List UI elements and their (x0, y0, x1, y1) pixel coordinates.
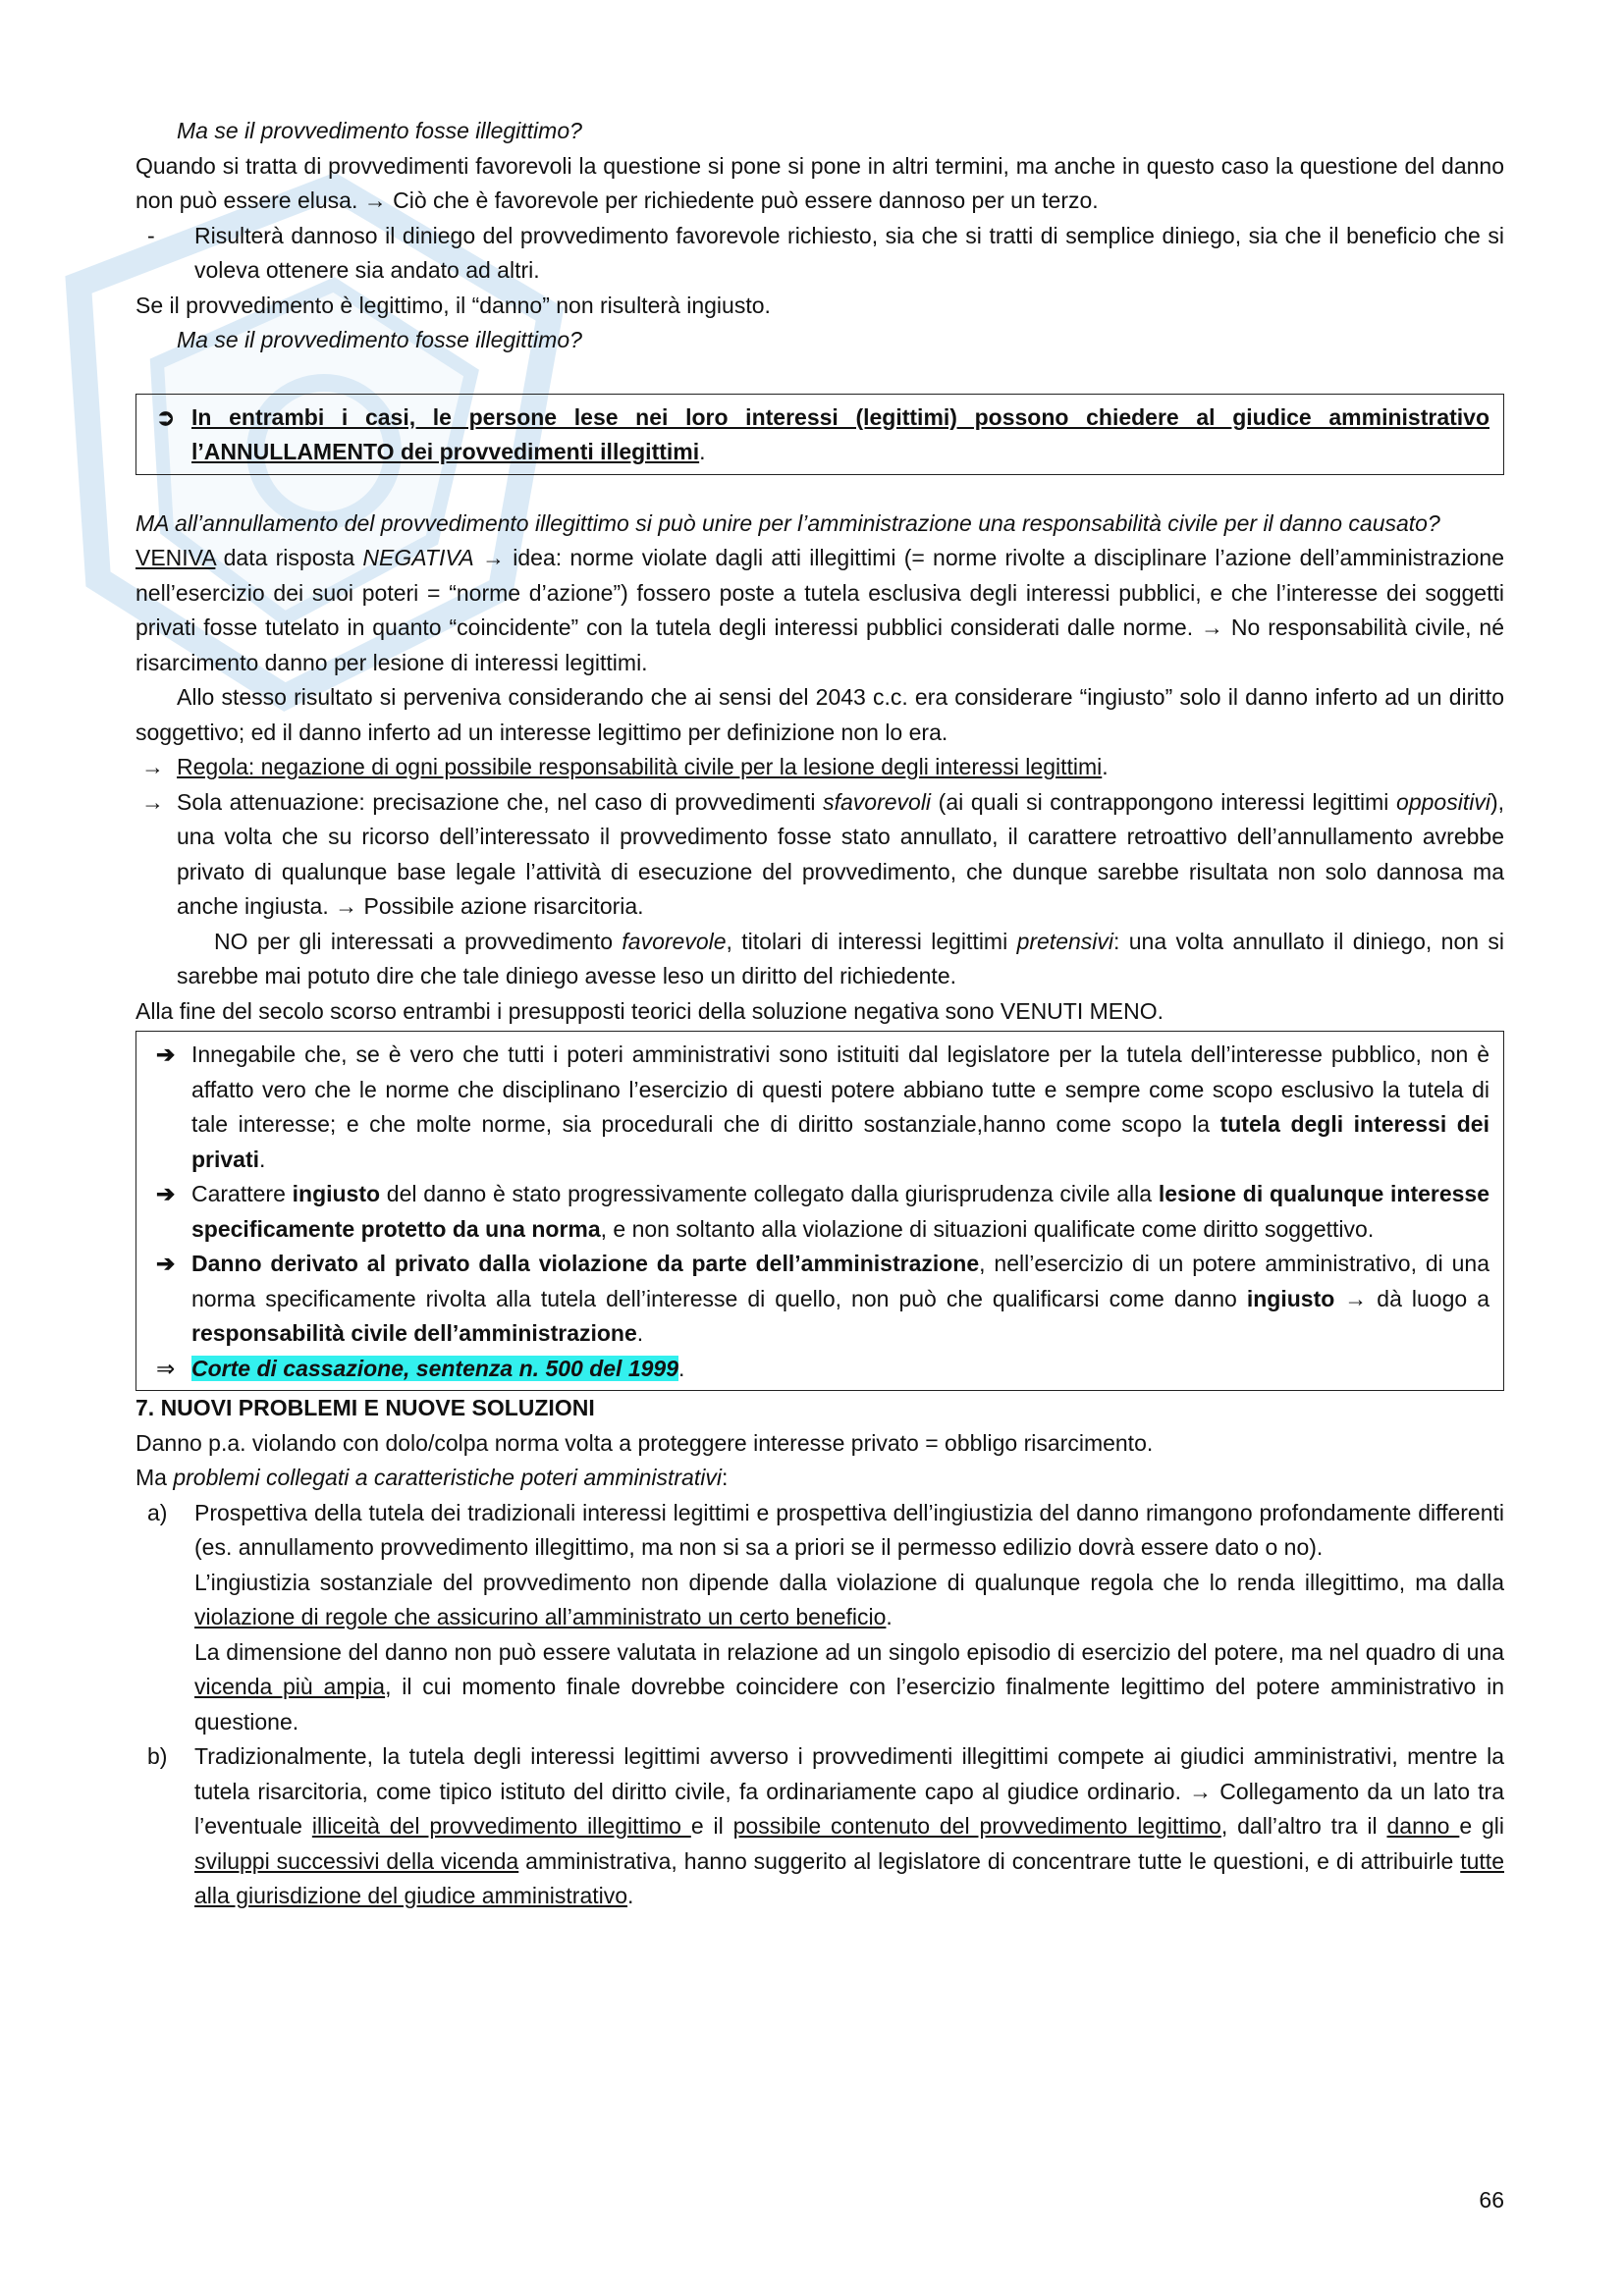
item-b-body (194, 1739, 1504, 1914)
item-b (135, 1739, 1504, 1914)
intro-paragraph-2: Se il provvedimento è legittimo, il “danno” non risulterà ingiusto. (135, 292, 771, 318)
b-i: amministrativa, hanno suggerito al legislatore di concentrare tutte le questioni, e di attribuirle (518, 1847, 1461, 1874)
page-number: 66 (1479, 2187, 1504, 2213)
intro-question-2: Ma se il provvedimento fosse illegittimo? (177, 327, 582, 352)
b-h: sviluppi successivi della vicenda (194, 1847, 519, 1874)
veniva-text-a: data risposta (215, 545, 363, 570)
right-arrow-icon: → (141, 788, 164, 815)
attenuazione-item (135, 785, 1504, 925)
intro-bullet-text: Risulterà dannoso il diniego del provvedimento favorevole richiesto, sia che si tratti di semplice diniego, sia che il beneficio che si voleva ottenere sia andato ad altri. (194, 222, 1504, 283)
i2-e: , e non soltanto alla violazione di situazioni qualificate come diritto soggettivo. (600, 1215, 1375, 1242)
a2-a: L’ingiustizia sostanziale del provvedimento non dipende dalla violazione di qualunque regola che lo renda illegittimo, ma dalla (194, 1569, 1504, 1595)
regola-item (135, 750, 1504, 785)
b-k: . (627, 1883, 634, 1908)
box2-item-3 (150, 1247, 1489, 1352)
intro-question-1: Ma se il provvedimento fosse illegittimo? (177, 118, 582, 143)
regola-end: . (1102, 754, 1109, 779)
i2-d: lesione di qualunque interesse specificamente protetto da una norma (191, 1181, 1490, 1242)
no-a: NO per gli interessati a provvedimento (214, 928, 623, 954)
a1: Prospettiva della tutela dei tradizionali interessi legittimi e prospettiva dell’ingiustizia del danno rimangono profondamente differenti (es. annullamento provvedimento illegittimo, ma non si sa a priori se il permesso edilizio dovrà essere dato o no). (194, 1499, 1504, 1560)
veniva-paragraph (135, 541, 1504, 680)
p2-a: Ma (135, 1465, 174, 1490)
box2-corte (150, 1352, 1489, 1387)
i3-d: → dà luogo a (1334, 1285, 1489, 1311)
arrow-icon: ➲ (156, 403, 176, 430)
right-arrow-icon: → (141, 754, 164, 779)
annulment-end: . (699, 439, 706, 464)
section7-paragraph-2 (135, 1461, 1504, 1496)
double-arrow-icon: ⇒ (156, 1355, 176, 1381)
item-b-marker: b) (147, 1743, 168, 1769)
fine-paragraph: Alla fine del secolo scorso entrambi i presupposti teorici della soluzione negativa sono VENUTI MENO. (135, 997, 1164, 1024)
a3-b: vicenda più ampia (194, 1674, 386, 1699)
regola-text: Regola: negazione di ogni possibile responsabilità civile per la lesione degli interessi legittimi (177, 754, 1103, 779)
stesso-paragraph: Allo stesso risultato si perveniva considerando che ai sensi del 2043 c.c. era considerare “ingiusto” solo il danno inferto ad un diritto soggettivo; ed il danno inferto ad un interesse legittimo per definizione non lo era. (135, 684, 1504, 745)
i3-e: responsabilità civile dell’amministrazione (191, 1320, 637, 1346)
a3-a: La dimensione del danno non può essere valutata in relazione ad un singolo episodio di esercizio del potere, ma nel quadro di una (194, 1638, 1504, 1665)
i3-b: , nell’esercizio di un potere amministrativo, di una norma specificamente rivolta alla tutela dell’interesse di quello, non può che qualificarsi come danno (191, 1251, 1490, 1311)
document-page (135, 114, 1504, 1914)
i2-a: Carattere (191, 1181, 293, 1206)
middle-question: MA all’annullamento del provvedimento illegittimo si può unire per l’amministrazione una responsabilità civile per il danno causato? (135, 509, 1440, 536)
a3 (194, 1635, 1504, 1740)
sfavorevoli: sfavorevoli (823, 788, 932, 815)
i3-c: ingiusto (1246, 1285, 1335, 1311)
bold-arrow-icon: ➔ (156, 1041, 176, 1067)
negativa-label: NEGATIVA (362, 545, 474, 570)
b-f: danno (1386, 1813, 1460, 1839)
p2-b: problemi collegati a caratteristiche poteri amministrativi (173, 1465, 722, 1490)
i1-a: Innegabile che, se è vero che tutti i poteri amministrativi sono istituiti dal legislatore per la tutela dell’interesse pubblico, non è affatto vero che le norme che disciplinano l’esercizio di questi potere abbiano tutte e sempre come scopo esclusivo la tutela di tale interesse; e che molte norme, sia procedurali che di diritto sostanziale,hanno come scopo la (191, 1041, 1489, 1137)
i1-c: . (259, 1146, 266, 1172)
item-a-body (194, 1496, 1504, 1740)
a2-b: violazione di regole che assicurino all’amministrato un certo beneficio (194, 1604, 887, 1629)
b-c: e il (690, 1813, 733, 1839)
b-e: , dall’altro tra il (1220, 1813, 1387, 1839)
box2-item-1 (150, 1038, 1489, 1177)
annulment-box (135, 394, 1504, 475)
b-b: illiceità del provvedimento illegittimo (311, 1813, 691, 1839)
annulment-text: In entrambi i casi, le persone lese nei loro interessi (legittimi) possono chiedere al giudice amministrativo l’ANNULLAMENTO dei provvedimenti illegittimi (191, 403, 1489, 464)
no-b: , titolari di interessi legittimi (726, 928, 1017, 954)
favorevole: favorevole (622, 928, 727, 954)
a2-c: . (886, 1604, 893, 1629)
bold-arrow-icon: ➔ (156, 1181, 176, 1206)
attenuazione-text (177, 785, 1504, 925)
no-c: : una volta annullato il diniego, non si sarebbe mai potuto dire che tale diniego avesse leso un diritto del richiedente. (177, 928, 1504, 988)
a3-c: , il cui momento finale dovrebbe coincidere con l’esercizio finalmente legittimo del potere amministrativo in questione. (194, 1674, 1504, 1735)
item-a (135, 1496, 1504, 1740)
i1-b: tutela degli interessi dei privati (191, 1111, 1489, 1172)
intro-bullet (135, 219, 1504, 289)
att-c: ), una volta che su ricorso dell’interessato il provvedimento fosse stato annullato, il carattere retroattivo dell’annullamento avrebbe privato di qualunque base legale l’attività di esecuzione del provvedimento, che dunque sarebbe risultata non solo dannosa ma anche ingiusta. → Possibile azione risarcitoria. (177, 788, 1504, 919)
intro-paragraph-1: Quando si tratta di provvedimenti favorevoli la questione si pone si pone in altri termini, ma anche in questo caso la questione del danno non può essere elusa. → Ciò che è favorevole per richiedente può essere dannoso per un terzo. (135, 152, 1504, 213)
i2-b: ingiusto (292, 1181, 381, 1206)
att-b: (ai quali si contrappongono interessi legittimi (931, 788, 1397, 815)
corte-end: . (678, 1355, 685, 1381)
b-d: possibile contenuto del provvedimento legittimo (732, 1813, 1221, 1839)
pretensivi: pretensivi (1016, 928, 1113, 954)
item-a-marker: a) (147, 1499, 168, 1525)
venuti-meno-box (135, 1031, 1504, 1391)
p2-c: : (721, 1465, 729, 1490)
section7-paragraph-1: Danno p.a. violando con dolo/colpa norma volta a proteggere interesse privato = obbligo risarcimento. (135, 1429, 1154, 1456)
att-a: Sola attenuazione: precisazione che, nel caso di provvedimenti (177, 788, 824, 815)
corte-highlight: Corte di cassazione, sentenza n. 500 del 1999 (191, 1355, 678, 1381)
b-j: tutte alla giurisdizione del giudice amministrativo (194, 1847, 1504, 1908)
annulment-row (150, 400, 1489, 470)
oppositivi: oppositivi (1396, 788, 1490, 815)
i3-a: Danno derivato al privato dalla violazione da parte dell’amministrazione (191, 1251, 980, 1276)
box2-item-2 (150, 1177, 1489, 1247)
section-heading: 7. NUOVI PROBLEMI E NUOVE SOLUZIONI (135, 1395, 595, 1420)
a2 (194, 1566, 1504, 1635)
veniva-text-b: → idea: norme violate dagli atti illegittimi (= norme rivolte a disciplinare l’azione dell’amministrazione nell’esercizio dei suoi poteri = “norme d’azione”) fossero poste a tutela esclusiva degli interessi pubblici, e che l’interesse dei soggetti privati fosse tutelato in quanto “coincidente” con la tutela degli interessi pubblici considerati dalle norme. → No responsabilità civile, né risarcimento danno per lesione di interessi legittimi. (135, 545, 1505, 675)
no-paragraph (135, 925, 1504, 994)
veniva-label: VENIVA (135, 545, 216, 570)
bold-arrow-icon: ➔ (156, 1251, 176, 1276)
i3-f: . (636, 1320, 644, 1346)
b-a: Tradizionalmente, la tutela degli interessi legittimi avverso i provvedimenti illegittimi compete ai giudici amministrativi, mentre la tutela risarcitoria, come tipico istituto del diritto civile, fa ordinariamente capo al giudice ordinario. → Collegamento da un lato tra l’eventuale (194, 1743, 1504, 1839)
b-g: e gli (1459, 1813, 1505, 1839)
i2-c: del danno è stato progressivamente collegato dalla giurisprudenza civile alla (380, 1181, 1159, 1206)
dash-marker: - (147, 222, 155, 248)
